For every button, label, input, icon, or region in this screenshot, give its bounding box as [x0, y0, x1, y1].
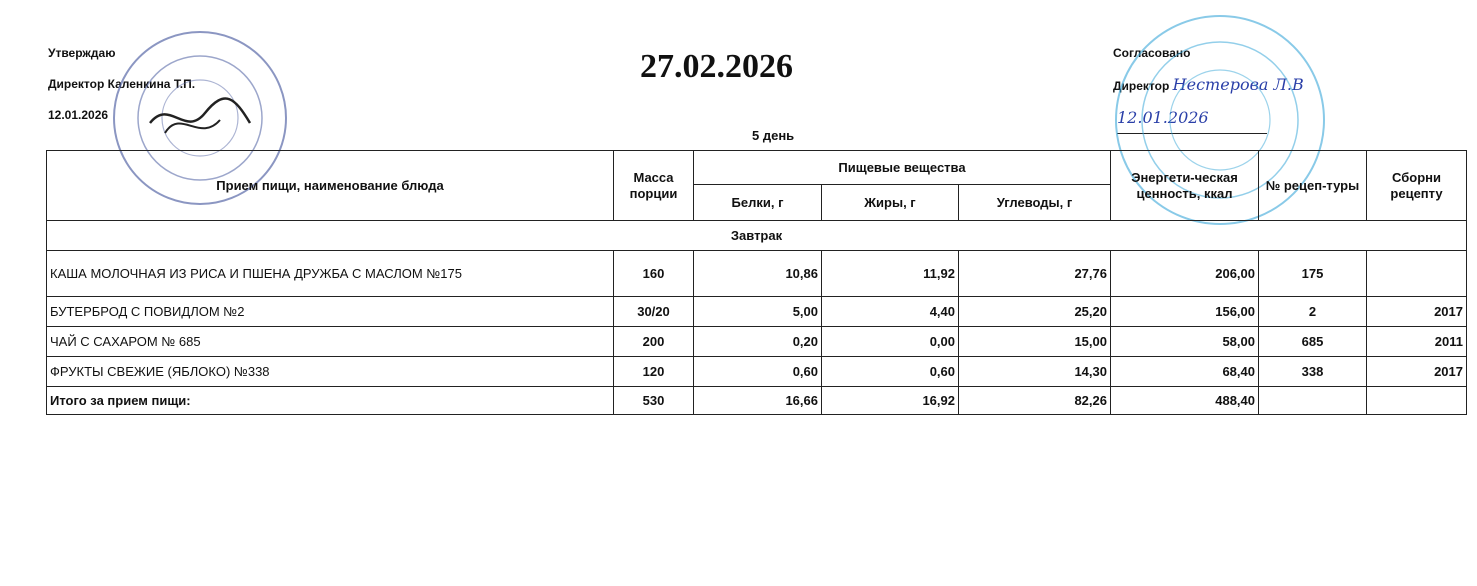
col-header-proteins: Белки, г — [694, 185, 822, 221]
dish-proteins: 0,60 — [694, 357, 822, 387]
dish-name: КАША МОЛОЧНАЯ ИЗ РИСА И ПШЕНА ДРУЖБА С МАСЛОМ №175 — [47, 251, 614, 297]
col-header-carbs: Углеводы, г — [959, 185, 1111, 221]
dish-fats: 11,92 — [822, 251, 959, 297]
total-carbs: 82,26 — [959, 387, 1111, 415]
approval-director: Директор Каленкина Т.П. — [48, 77, 196, 91]
col-header-nutrients: Пищевые вещества — [694, 151, 1111, 185]
agreed-label: Согласовано — [1113, 46, 1191, 60]
dish-energy: 68,40 — [1111, 357, 1259, 387]
col-header-energy: Энергети-ческая ценность, ккал — [1111, 151, 1259, 221]
dish-collection — [1367, 251, 1467, 297]
dish-fats: 4,40 — [822, 297, 959, 327]
total-collection — [1367, 387, 1467, 415]
day-label: 5 день — [752, 128, 795, 143]
col-header-recipe: № рецеп-туры — [1259, 151, 1367, 221]
dish-mass: 30/20 — [614, 297, 694, 327]
total-energy: 488,40 — [1111, 387, 1259, 415]
agreed-director-label: Директор — [1113, 79, 1170, 93]
dish-recipe: 2 — [1259, 297, 1367, 327]
dish-collection: 2011 — [1367, 327, 1467, 357]
approval-date: 12.01.2026 — [48, 108, 109, 122]
approval-label: Утверждаю — [48, 46, 116, 60]
dish-collection: 2017 — [1367, 357, 1467, 387]
col-header-mass: Масса порции — [614, 151, 694, 221]
dish-energy: 58,00 — [1111, 327, 1259, 357]
dish-carbs: 14,30 — [959, 357, 1111, 387]
dish-energy: 206,00 — [1111, 251, 1259, 297]
agreed-signature-name: Нестерова Л.В — [1172, 75, 1304, 94]
total-row — [47, 387, 1467, 415]
total-recipe — [1259, 387, 1367, 415]
dish-recipe: 685 — [1259, 327, 1367, 357]
dish-name: ФРУКТЫ СВЕЖИЕ (ЯБЛОКО) №338 — [47, 357, 614, 387]
dish-name: ЧАЙ С САХАРОМ № 685 — [47, 327, 614, 357]
dish-proteins: 10,86 — [694, 251, 822, 297]
dish-recipe: 338 — [1259, 357, 1367, 387]
page-title: 27.02.2026 — [640, 48, 793, 85]
dish-carbs: 25,20 — [959, 297, 1111, 327]
agreed-signature-date: 12.01.2026 — [1117, 102, 1267, 134]
total-fats: 16,92 — [822, 387, 959, 415]
dish-recipe: 175 — [1259, 251, 1367, 297]
dish-fats: 0,00 — [822, 327, 959, 357]
section-breakfast: Завтрак — [47, 221, 1467, 251]
total-label: Итого за прием пищи: — [47, 387, 614, 415]
col-header-meal: Прием пищи, наименование блюда — [47, 151, 614, 221]
dish-mass: 160 — [614, 251, 694, 297]
dish-collection: 2017 — [1367, 297, 1467, 327]
dish-mass: 200 — [614, 327, 694, 357]
table-row — [47, 251, 1467, 297]
table-row — [47, 327, 1467, 357]
dish-proteins: 5,00 — [694, 297, 822, 327]
table-row — [47, 297, 1467, 327]
total-proteins: 16,66 — [694, 387, 822, 415]
dish-carbs: 27,76 — [959, 251, 1111, 297]
dish-fats: 0,60 — [822, 357, 959, 387]
dish-mass: 120 — [614, 357, 694, 387]
col-header-fats: Жиры, г — [822, 185, 959, 221]
dish-carbs: 15,00 — [959, 327, 1111, 357]
dish-name: БУТЕРБРОД С ПОВИДЛОМ №2 — [47, 297, 614, 327]
dish-proteins: 0,20 — [694, 327, 822, 357]
menu-table — [46, 150, 1467, 415]
col-header-collection: Сборни рецепту — [1367, 151, 1467, 221]
dish-energy: 156,00 — [1111, 297, 1259, 327]
total-mass: 530 — [614, 387, 694, 415]
table-row — [47, 357, 1467, 387]
